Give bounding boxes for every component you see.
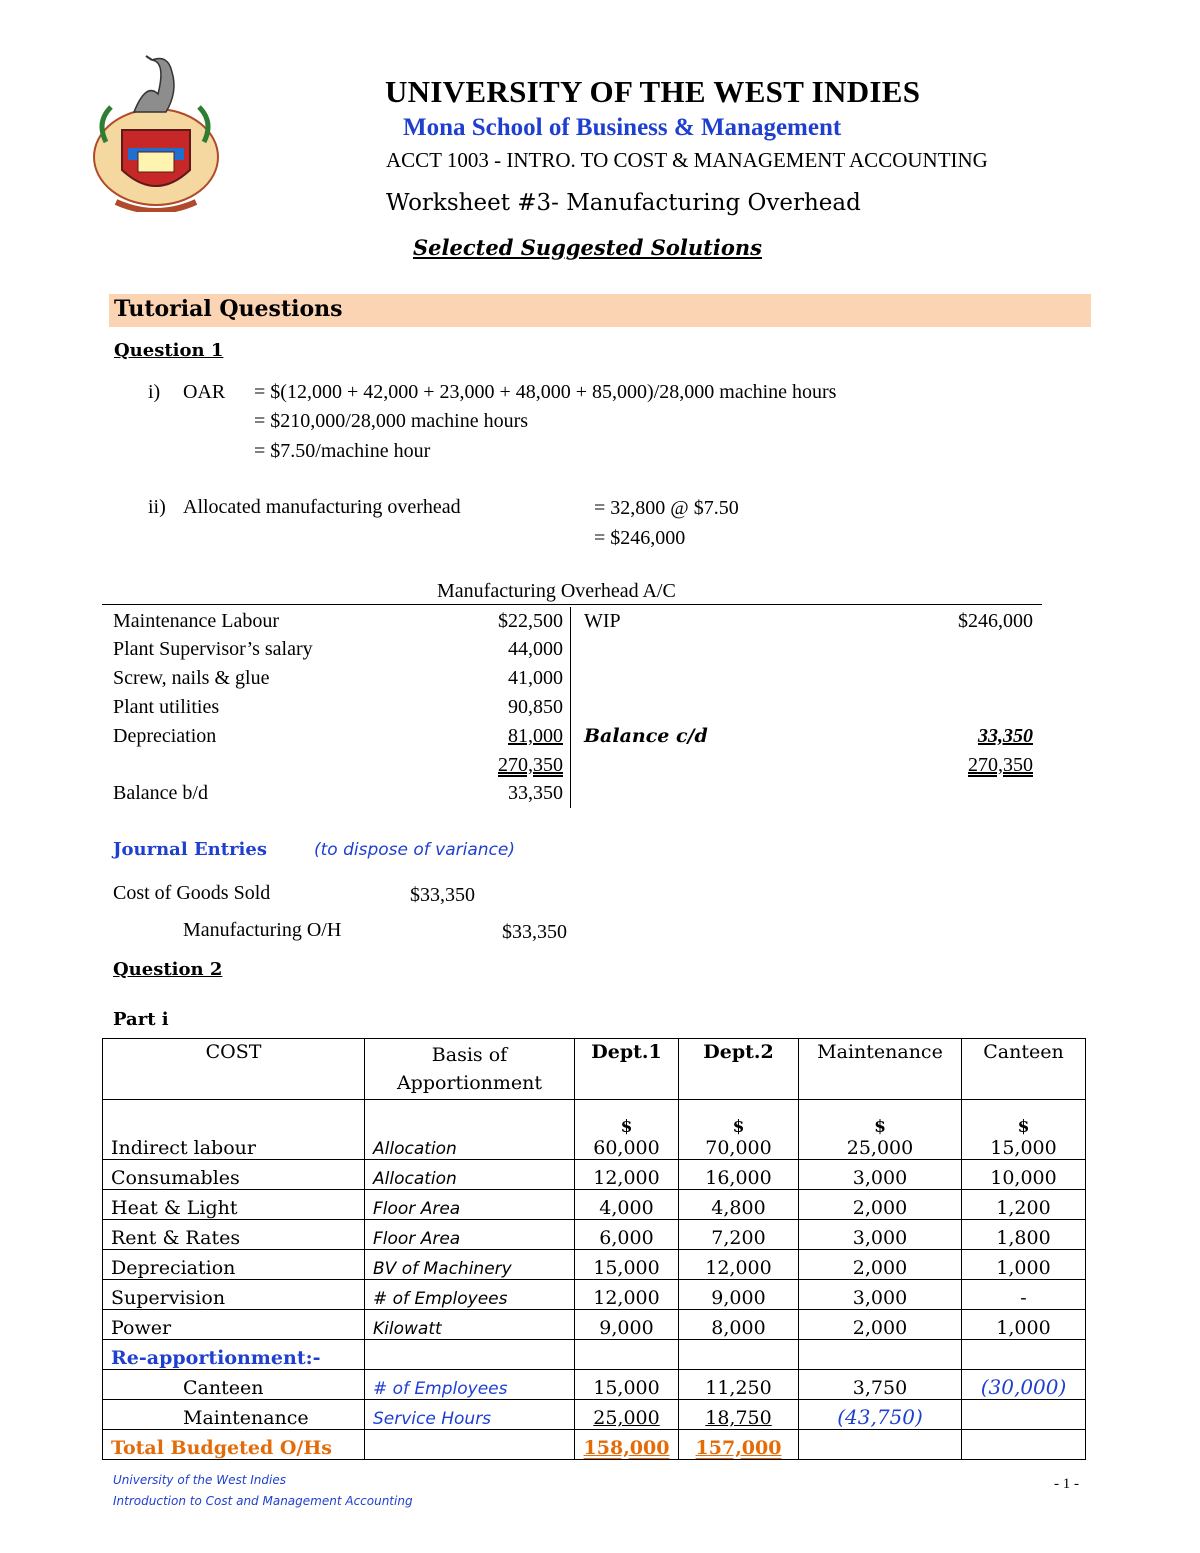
value-cell: 2,000 xyxy=(799,1310,962,1340)
page-number: - 1 - xyxy=(1054,1476,1079,1492)
ledger-balance-bd-amount: 33,350 xyxy=(508,782,563,804)
ledger-debit-amount: 90,850 xyxy=(508,696,563,718)
value-cell: 12,000 xyxy=(679,1250,799,1280)
cost-cell: Maintenance xyxy=(103,1400,365,1430)
ledger-debit-amount-value: 81,000 xyxy=(508,725,563,747)
total-value: 157,000 xyxy=(695,1437,782,1459)
value-cell xyxy=(679,1400,799,1430)
value-cell: 15,000 xyxy=(575,1250,679,1280)
value-cell: 6,000 xyxy=(575,1220,679,1250)
total-value-cell xyxy=(679,1430,799,1460)
table-row xyxy=(103,1280,1086,1310)
value-cell: 1,200 xyxy=(962,1190,1086,1220)
journal-note: (to dispose of variance) xyxy=(314,840,515,860)
value-cell: 1,000 xyxy=(962,1310,1086,1340)
journal-credit-amount: $33,350 xyxy=(502,921,567,943)
table-row xyxy=(103,1160,1086,1190)
basis-cell: Floor Area xyxy=(365,1220,575,1250)
col-header: Basis of Apportionment xyxy=(365,1039,575,1100)
q1-i-line3: = $7.50/machine hour xyxy=(254,440,431,462)
empty-cell xyxy=(962,1430,1086,1460)
ledger-balance-bd-label: Balance b/d xyxy=(113,782,208,804)
course-title: ACCT 1003 - INTRO. TO COST & MANAGEMENT ACCOUNTING xyxy=(386,148,988,172)
empty-cell xyxy=(365,1430,575,1460)
ledger-debit-amount: $22,500 xyxy=(498,610,563,632)
ledger-credit-wip-amount: $246,000 xyxy=(958,610,1033,632)
q1-i-term: OAR xyxy=(183,381,226,403)
journal-debit-amount: $33,350 xyxy=(410,884,475,906)
empty-cell xyxy=(962,1400,1086,1430)
cost-cell: Supervision xyxy=(103,1280,365,1310)
value-cell: 7,200 xyxy=(679,1220,799,1250)
cost-cell: Consumables xyxy=(103,1160,365,1190)
ledger-debit-label: Plant utilities xyxy=(113,696,220,718)
value-cell: 9,000 xyxy=(679,1280,799,1310)
empty-cell xyxy=(575,1340,679,1370)
basis-cell: Kilowatt xyxy=(365,1310,575,1340)
empty-cell xyxy=(799,1430,962,1460)
question1-heading: Question 1 xyxy=(114,340,224,361)
q1-ii-line2: = $246,000 xyxy=(594,527,686,549)
currency-symbol: $ xyxy=(1017,1117,1030,1137)
value-cell: (30,000) xyxy=(962,1370,1086,1400)
value-cell xyxy=(962,1100,1086,1160)
ledger-debit-label: Screw, nails & glue xyxy=(113,667,270,689)
value-cell: 8,000 xyxy=(679,1310,799,1340)
ledger-credit-wip-label: WIP xyxy=(584,610,621,632)
q1-i-line1: = $(12,000 + 42,000 + 23,000 + 48,000 + 85,000)/28,000 machine hours xyxy=(254,381,837,403)
value-text: 18,750 xyxy=(705,1407,772,1429)
ledger-debit-amount: 41,000 xyxy=(508,667,563,689)
table-row xyxy=(103,1190,1086,1220)
value-cell xyxy=(575,1400,679,1430)
question2-heading: Question 2 xyxy=(113,959,223,980)
value-cell: 3,000 xyxy=(799,1280,962,1310)
ledger-credit-total xyxy=(893,754,1033,777)
q1-i-line2: = $210,000/28,000 machine hours xyxy=(254,410,529,432)
total-row xyxy=(103,1430,1086,1460)
value-cell: 10,000 xyxy=(962,1160,1086,1190)
q1-ii-label: ii) xyxy=(148,496,166,518)
q1-ii-line1: = 32,800 @ $7.50 xyxy=(594,497,739,519)
value-cell: 1,000 xyxy=(962,1250,1086,1280)
cost-cell: Canteen xyxy=(103,1370,365,1400)
col-header: Maintenance xyxy=(799,1039,962,1100)
table-row xyxy=(103,1400,1086,1430)
value-text: 60,000 xyxy=(593,1137,660,1159)
table-row xyxy=(103,1100,1086,1160)
footer-course: Introduction to Cost and Management Accounting xyxy=(113,1494,413,1508)
ledger-debit-total xyxy=(423,754,563,777)
col-header: COST xyxy=(103,1039,365,1100)
ledger-top-rule xyxy=(102,604,1042,605)
university-crest-logo xyxy=(86,52,224,212)
solutions-subtitle: Selected Suggested Solutions xyxy=(413,235,762,260)
university-title: UNIVERSITY OF THE WEST INDIES xyxy=(385,74,921,109)
ledger-debit-total-value: 270,350 xyxy=(498,754,563,776)
journal-debit-account: Cost of Goods Sold xyxy=(113,882,271,904)
cost-cell: Rent & Rates xyxy=(103,1220,365,1250)
currency-symbol: $ xyxy=(732,1117,745,1137)
school-name: Mona School of Business & Management xyxy=(403,114,842,141)
question2-part: Part i xyxy=(113,1009,169,1030)
table-row xyxy=(103,1370,1086,1400)
table-row xyxy=(103,1220,1086,1250)
value-text: 15,000 xyxy=(990,1137,1057,1159)
ledger-divider xyxy=(570,607,571,808)
value-cell: (43,750) xyxy=(799,1400,962,1430)
ledger-debit-label: Maintenance Labour xyxy=(113,610,280,632)
ledger-credit-balance-label: Balance c/d xyxy=(584,725,708,747)
ledger-credit-total-value: 270,350 xyxy=(968,754,1033,776)
basis-cell: BV of Machinery xyxy=(365,1250,575,1280)
total-value: 158,000 xyxy=(583,1437,670,1459)
value-cell: 3,000 xyxy=(799,1160,962,1190)
value-cell: 15,000 xyxy=(575,1370,679,1400)
basis-cell: Allocation xyxy=(365,1160,575,1190)
empty-cell xyxy=(962,1340,1086,1370)
section-title: Tutorial Questions xyxy=(114,296,343,322)
basis-cell: # of Employees xyxy=(365,1280,575,1310)
col-header: Canteen xyxy=(962,1039,1086,1100)
basis-cell: Service Hours xyxy=(365,1400,575,1430)
col-header: Dept.2 xyxy=(679,1039,799,1100)
reapportionment-row xyxy=(103,1340,1086,1370)
value-cell: 3,000 xyxy=(799,1220,962,1250)
ledger-debit-amount xyxy=(423,725,563,748)
journal-credit-account: Manufacturing O/H xyxy=(183,919,342,941)
value-cell xyxy=(679,1100,799,1160)
apportionment-table xyxy=(102,1038,1086,1460)
value-cell: 11,250 xyxy=(679,1370,799,1400)
value-cell: 2,000 xyxy=(799,1250,962,1280)
table-row xyxy=(103,1250,1086,1280)
cost-cell: Power xyxy=(103,1310,365,1340)
ledger-debit-label: Plant Supervisor’s salary xyxy=(113,638,313,660)
table-row xyxy=(103,1310,1086,1340)
value-cell xyxy=(575,1100,679,1160)
total-value-cell xyxy=(575,1430,679,1460)
empty-cell xyxy=(679,1340,799,1370)
value-cell: 3,750 xyxy=(799,1370,962,1400)
col-header: Dept.1 xyxy=(575,1039,679,1100)
basis-cell: # of Employees xyxy=(365,1370,575,1400)
basis-cell: Floor Area xyxy=(365,1190,575,1220)
value-cell xyxy=(799,1100,962,1160)
cost-cell: Indirect labour xyxy=(103,1100,365,1160)
value-text: 25,000 xyxy=(593,1407,660,1429)
basis-cell: Allocation xyxy=(365,1100,575,1160)
total-label: Total Budgeted O/Hs xyxy=(103,1430,365,1460)
cost-cell: Depreciation xyxy=(103,1250,365,1280)
value-cell: 4,000 xyxy=(575,1190,679,1220)
reapportionment-label: Re-apportionment:- xyxy=(103,1340,365,1370)
value-cell: - xyxy=(962,1280,1086,1310)
value-cell: 9,000 xyxy=(575,1310,679,1340)
ledger-credit-balance-value: 33,350 xyxy=(978,725,1033,747)
value-text: 25,000 xyxy=(846,1137,914,1159)
value-cell: 12,000 xyxy=(575,1160,679,1190)
empty-cell xyxy=(365,1340,575,1370)
value-cell: 1,800 xyxy=(962,1220,1086,1250)
ledger-debit-label: Depreciation xyxy=(113,725,217,747)
worksheet-title: Worksheet #3- Manufacturing Overhead xyxy=(386,190,861,216)
currency-symbol: $ xyxy=(620,1117,633,1137)
value-cell: 2,000 xyxy=(799,1190,962,1220)
empty-cell xyxy=(799,1340,962,1370)
footer-university: University of the West Indies xyxy=(113,1473,286,1487)
table-header-row xyxy=(103,1039,1086,1100)
q1-i-label: i) xyxy=(148,381,161,403)
value-text: 70,000 xyxy=(705,1137,772,1159)
value-cell: 16,000 xyxy=(679,1160,799,1190)
ledger-credit-balance-amount xyxy=(893,725,1033,748)
ledger-title: Manufacturing Overhead A/C xyxy=(437,580,676,602)
currency-symbol: $ xyxy=(874,1117,886,1137)
q1-ii-text: Allocated manufacturing overhead xyxy=(183,496,461,518)
journal-heading: Journal Entries xyxy=(113,839,267,860)
value-cell: 12,000 xyxy=(575,1280,679,1310)
ledger-debit-amount: 44,000 xyxy=(508,638,563,660)
value-cell: 4,800 xyxy=(679,1190,799,1220)
cost-cell: Heat & Light xyxy=(103,1190,365,1220)
